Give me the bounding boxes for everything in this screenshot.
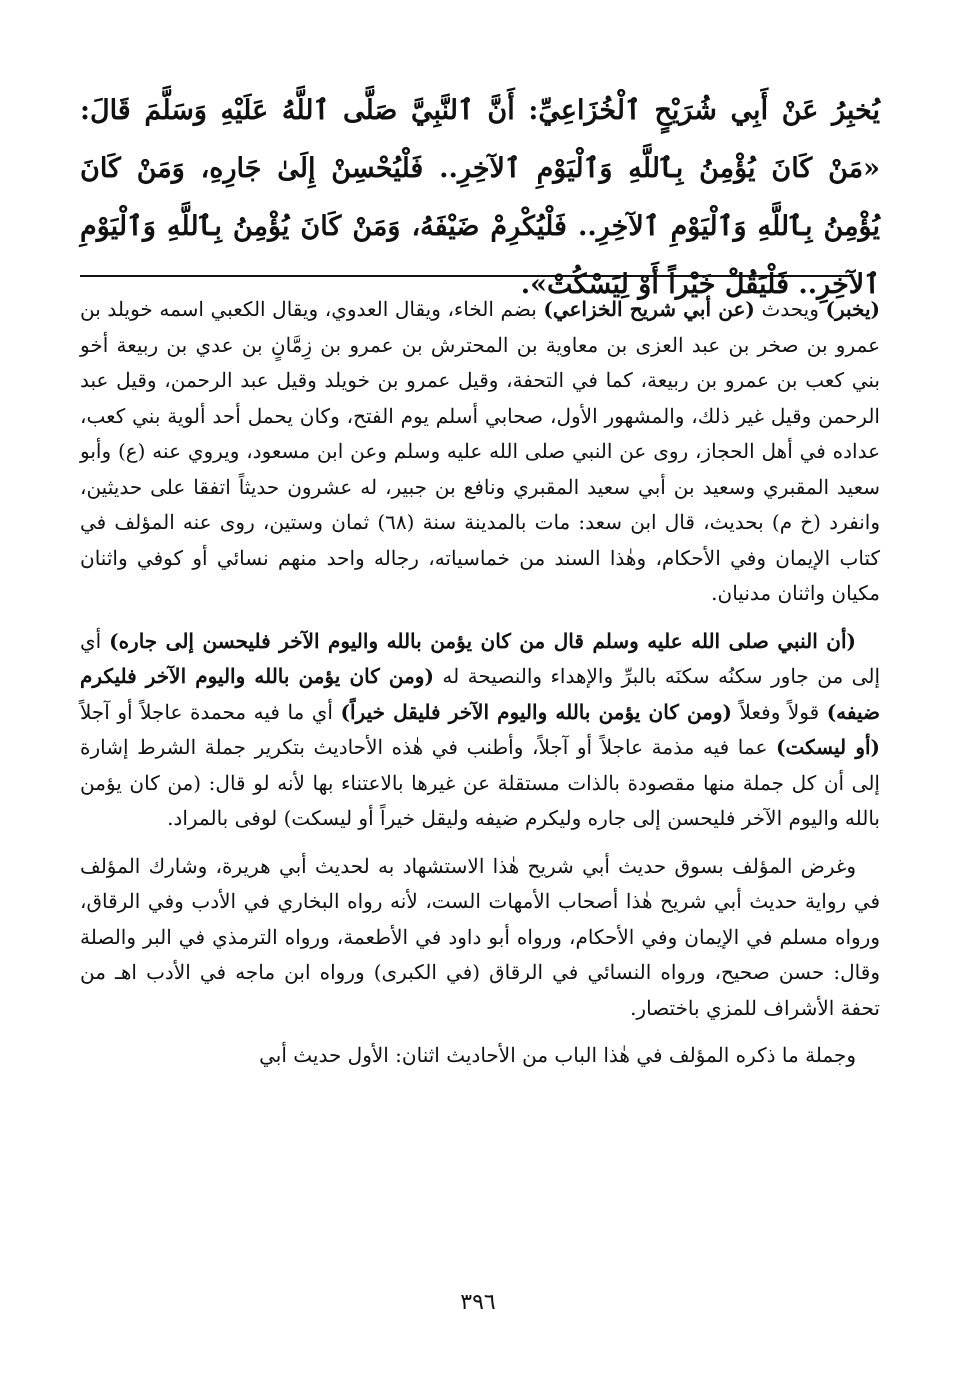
text-run: بضم الخاء، ويقال العدوي، ويقال الكعبي اسمه خويلد بن عمرو بن صخر بن عبد العزى بن معاوية بن المحترش بن عمرو بن زِمَّانٍ بن عدي بن ربيعة أخو بني كعب بن عمرو بن ربيعة، كما في التحفة، وقيل عمرو بن خويلد وقيل عبد الرحمن، وقيل عبد الرحمن وقيل غير ذلك، والمشهور الأول، صحابي أسلم يوم الفتح، وكان يحمل أحد ألوية بني كعب، عداده في أهل الحجاز، روى عن النبي صلى الله عليه وسلم وعن ابن مسعود، ويروي عنه (ع) وأبو سعيد المقبري وسعيد بن أبي سعيد المقبري ونافع بن جبير، له عشرون حديثاً اتفقا على حديثين، وانفرد (خ م) بحديث، قال ابن سعد: مات بالمدينة سنة (٦٨) ثمان وستين، روى عنه المؤلف في كتاب الإيمان وفي الأحكام، وهٰذا السند من خماسياته، رجاله واحد منهم نسائي أو كوفي واثنان مكيان واثنان مدنيان. bbox=[80, 297, 880, 605]
bold-phrase: (ومن كان يؤمن بالله واليوم الآخر فليكرم ضيفه) bbox=[80, 664, 881, 724]
bold-phrase: (أن النبي صلى الله عليه وسلم قال من كان يؤمن بالله واليوم الآخر فليحسن إلى جاره) bbox=[109, 628, 856, 653]
text-run: عما فيه مذمة عاجلاً أو آجلاً، وأطنب في هٰذه الأحاديث بتكرير جملة الشرط إشارة إلى أن كل جملة منها مقصودة بالذات مستقلة عن غيرها بالاعتناء بها لأنه لو قال: (من كان يؤمن بالله واليوم الآخر فليحسن إلى جاره وليكرم ضيفه وليقل خيراً أو ليسكت) لوفى بالمراد. bbox=[80, 735, 880, 830]
hadith-paragraph: يُخبِرُ عَنْ أَبِي شُرَيْحٍ ٱلْخُزَاعِيِّ: أَنَّ ٱلنَّبِيَّ صَلَّى ٱللَّهُ عَلَيْهِ وَسَلَّمَ قَالَ: «مَنْ كَانَ يُؤْمِنُ بِٱللَّهِ وَٱلْيَوْمِ ٱلآخِرِ.. فَلْيُحْسِنْ إِلَىٰ جَارِهِ، وَمَنْ كَانَ يُؤْمِنُ بِٱللَّهِ وَٱلْيَوْمِ ٱلآخِرِ.. فَلْيُكْرِمْ ضَيْفَهُ، وَمَنْ كَانَ يُؤْمِنُ بِٱللَّهِ وَٱلْيَوْمِ ٱلآخِرِ.. فَلْيَقُلْ خَيْراً أَوْ لِيَسْكُتْ». bbox=[80, 95, 880, 300]
bold-phrase: (يخبر) bbox=[825, 297, 880, 321]
text-run: أي إلى من جاور سكنُه سكنَه بالبرِّ والإهداء والنصيحة له bbox=[80, 628, 880, 688]
text-run: أي ما فيه محمدة عاجلاً أو آجلاً bbox=[80, 699, 341, 724]
bold-phrase: (عن أبي شريح الخزاعي) bbox=[543, 297, 755, 321]
text-run: قولاً وفعلاً bbox=[732, 699, 827, 724]
commentary-paragraph-3: وغرض المؤلف بسوق حديث أبي شريح هٰذا الاستشهاد به لحديث أبي هريرة، وشارك المؤلف في رواية حديث أبي شريح هٰذا أصحاب الأمهات الست، لأنه رواه البخاري في الأدب وفي الرقاق، ورواه مسلم في الإيمان وفي الأحكام، ورواه أبو داود في الأطعمة، ورواه الترمذي في البر والصلة وقال: حسن صحيح، ورواه النسائي في الرقاق (في الكبرى) ورواه ابن ماجه في الأدب اهـ من تحفة الأشراف للمزي باختصار. bbox=[80, 853, 880, 1020]
page-number: ٣٩٦ bbox=[460, 1290, 496, 1315]
commentary-paragraph-4: وجملة ما ذكره المؤلف في هٰذا الباب من الأحاديث اثنان: الأول حديث أبي bbox=[259, 1043, 856, 1067]
commentary-paragraph-2 bbox=[80, 624, 880, 837]
hadith-text bbox=[80, 82, 880, 300]
hadith-block bbox=[80, 82, 880, 300]
commentary-section bbox=[80, 292, 880, 1086]
commentary-paragraph-1 bbox=[80, 292, 880, 612]
bold-phrase: (ومن كان يؤمن بالله واليوم الآخر فليقل خيراً) bbox=[340, 699, 733, 724]
bold-phrase: (أو ليسكت) bbox=[776, 735, 880, 759]
footnote-divider bbox=[80, 275, 852, 277]
text-run: ويحدث bbox=[754, 297, 826, 321]
